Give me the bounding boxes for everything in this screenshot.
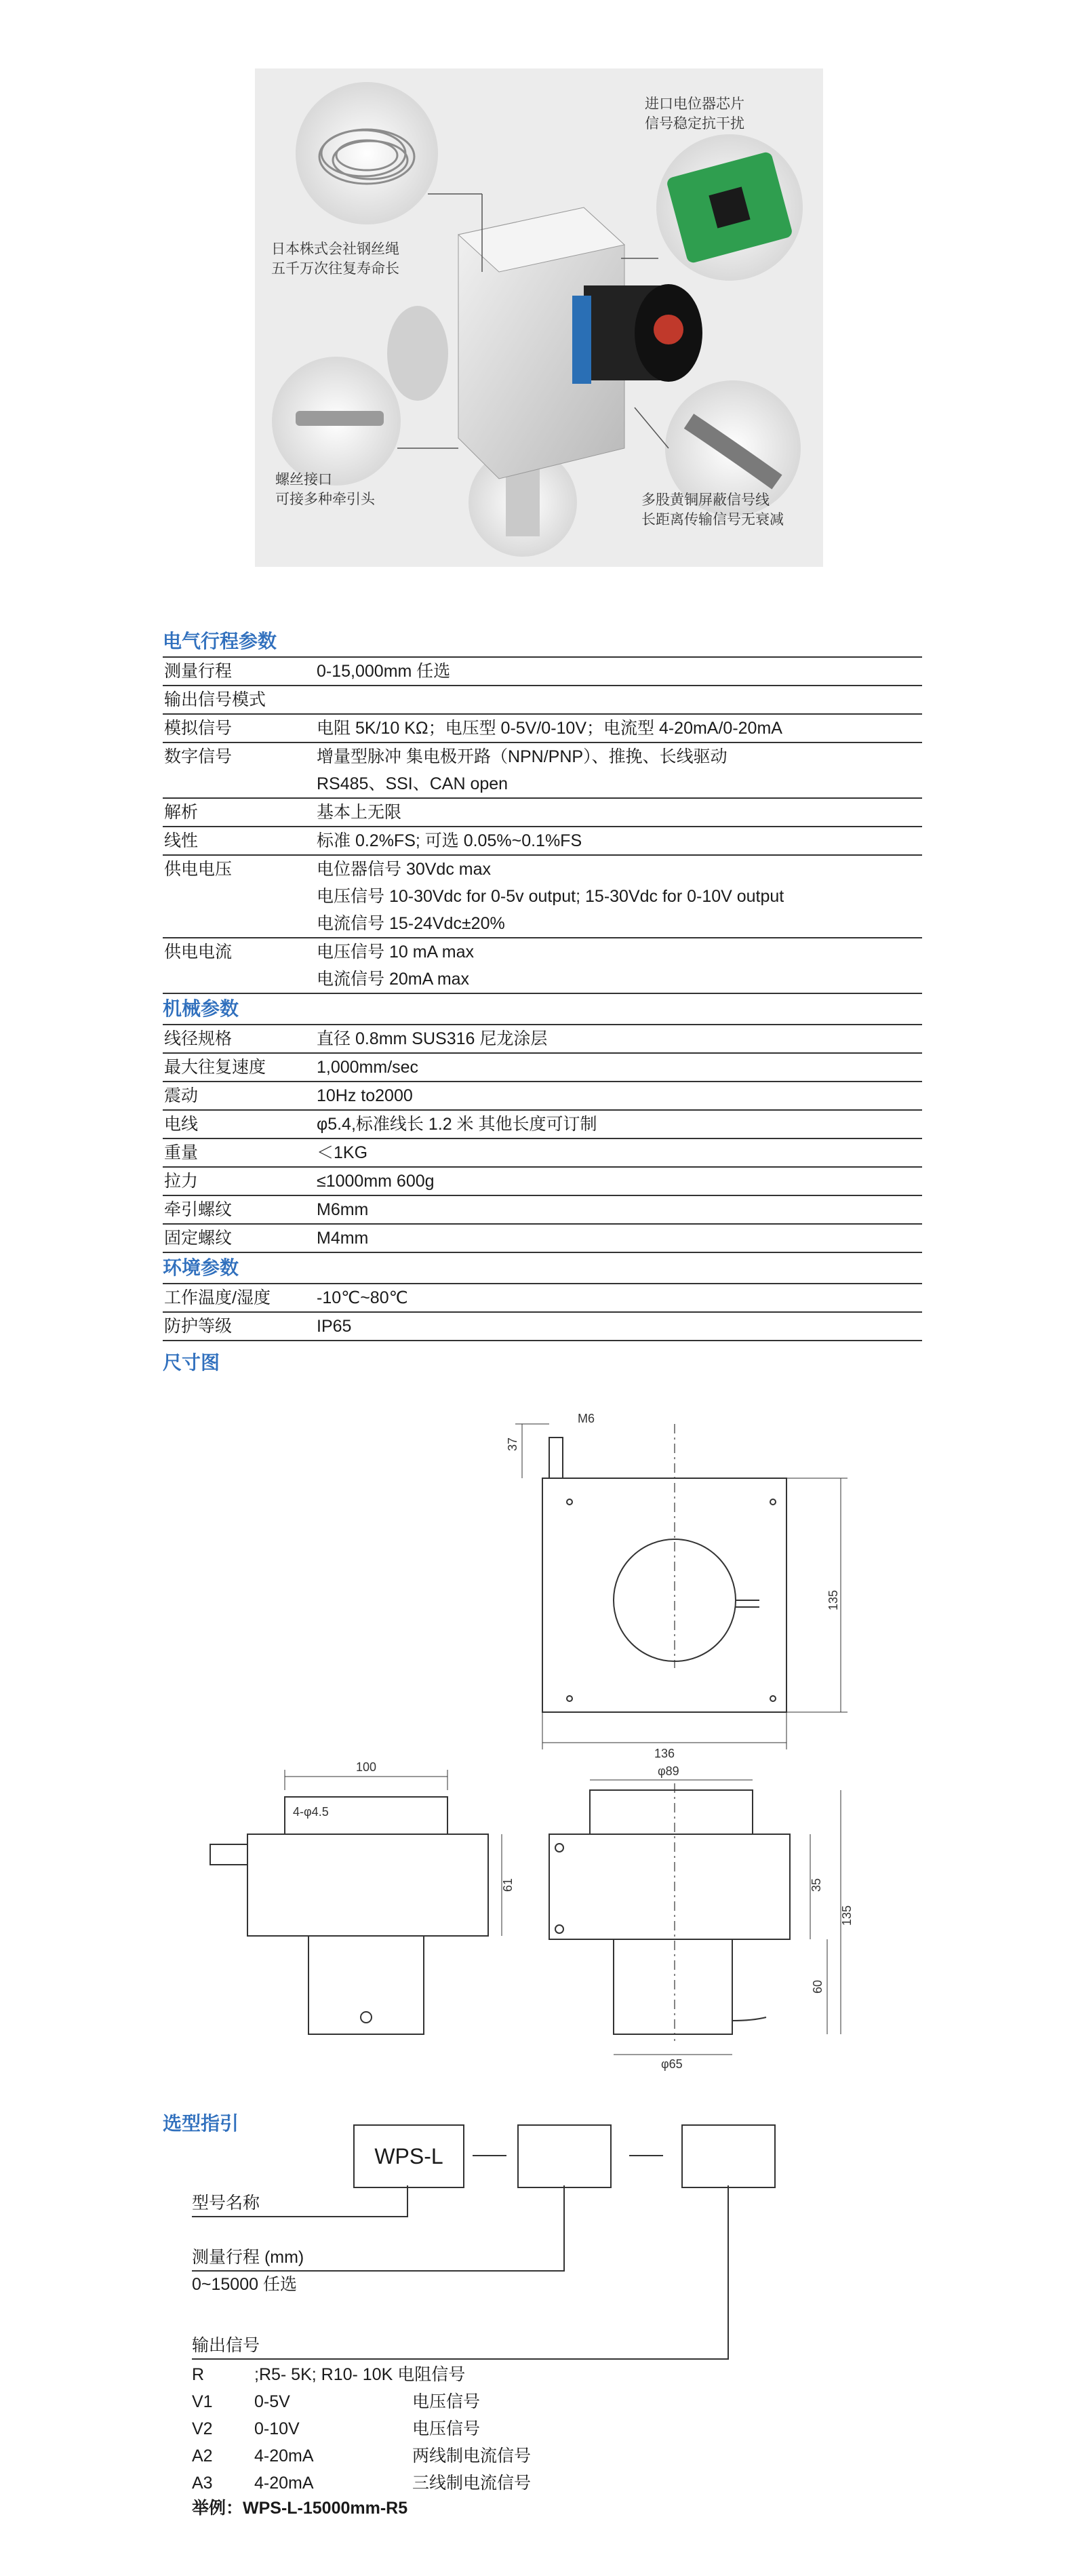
- spec-key: 防护等级: [164, 1317, 233, 1336]
- spec-value-line: M6mm: [317, 1200, 369, 1219]
- stroke-range: 0~15000 任选: [192, 2275, 297, 2294]
- spec-value-line: 直径 0.8mm SUS316 尼龙涂层: [317, 1029, 548, 1048]
- section-title-dimensions: 尺寸图: [163, 1352, 220, 1373]
- front-view-body: [549, 1834, 790, 1939]
- dim-100: 100: [356, 1760, 377, 1774]
- section-title-selection: 选型指引: [163, 2113, 239, 2134]
- spec-value-line: ≤1000mm 600g: [317, 1172, 435, 1191]
- spec-key: 输出信号模式: [164, 690, 266, 709]
- output-code: R: [192, 2365, 205, 2384]
- spec-key: 线性: [164, 831, 199, 850]
- dim-d89: φ89: [658, 1764, 679, 1778]
- output-box: [681, 2124, 776, 2188]
- spec-value-line: RS485、SSI、CAN open: [317, 774, 509, 793]
- dash: [473, 2155, 506, 2156]
- spec-value-line: 电流信号 15-24Vdc±20%: [317, 914, 505, 933]
- leader: [192, 2216, 408, 2217]
- spec-value-line: 电流信号 20mA max: [317, 970, 470, 989]
- output-code: V1: [192, 2392, 213, 2411]
- spec-value-line: ＜1KG: [317, 1143, 368, 1162]
- spec-key: 重量: [164, 1143, 199, 1162]
- spec-key: 工作温度/湿度: [164, 1288, 271, 1307]
- top-view-body: [542, 1478, 786, 1712]
- spec-value-line: -10℃~80℃: [317, 1288, 408, 1307]
- spec-key: 线径规格: [164, 1029, 233, 1048]
- dim-holes: 4-φ4.5: [293, 1805, 329, 1819]
- top-view-screw: [549, 1438, 563, 1478]
- output-desc: 两线制电流信号: [412, 2446, 532, 2465]
- spec-key: 供电电压: [164, 860, 233, 879]
- spec-value-line: 标准 0.2%FS; 可选 0.05%~0.1%FS: [317, 831, 582, 850]
- dim-135b: 135: [840, 1905, 854, 1926]
- section-title-environment: 环境参数: [163, 1257, 239, 1278]
- leader: [563, 2185, 565, 2270]
- output-range: 0-10V: [254, 2419, 300, 2438]
- spec-key: 数字信号: [164, 747, 233, 766]
- dim-60: 60: [811, 1979, 824, 1994]
- leader: [728, 2185, 729, 2358]
- callout-text: 长距离传输信号无衰减: [641, 512, 784, 528]
- side-view-body: [247, 1834, 488, 1936]
- spec-value-line: 电压信号 10 mA max: [317, 943, 474, 962]
- output-code: A2: [192, 2446, 213, 2465]
- output-label: 输出信号: [192, 2336, 260, 2355]
- spec-value-line: 电压信号 10-30Vdc for 0-5v output; 15-30Vdc for 0-10V output: [317, 887, 784, 906]
- output-desc: 电压信号: [412, 2419, 481, 2438]
- spec-key: 供电电流: [164, 943, 233, 962]
- model-name-label: 型号名称: [192, 2194, 260, 2213]
- output-range: 4-20mA: [254, 2474, 314, 2493]
- spec-key: 牵引螺纹: [164, 1200, 233, 1219]
- callout-text: 信号稳定抗干扰: [645, 116, 744, 132]
- example: 举例：WPS-L-15000mm-R5: [192, 2499, 408, 2518]
- spec-value-line: M4mm: [317, 1229, 369, 1248]
- side-view-drum: [308, 1936, 424, 2034]
- output-code: A3: [192, 2474, 213, 2493]
- spec-key: 解析: [164, 803, 199, 822]
- spec-value-line: φ5.4,标准线长 1.2 米 其他长度可订制: [317, 1115, 597, 1134]
- spec-key: 固定螺纹: [164, 1229, 233, 1248]
- spec-value-line: 电阻 5K/10 KΩ；电压型 0-5V/0-10V；电流型 4-20mA/0-20mA: [317, 719, 782, 738]
- dash: [629, 2155, 663, 2156]
- stroke-box: [517, 2124, 612, 2188]
- spec-value-line: IP65: [317, 1317, 352, 1336]
- dim-m6: M6: [578, 1412, 595, 1425]
- spec-key: 最大往复速度: [164, 1058, 266, 1077]
- dim-37: 37: [506, 1437, 519, 1451]
- spec-value-line: 1,000mm/sec: [317, 1058, 419, 1077]
- callout-text: 可接多种牵引头: [275, 492, 375, 507]
- callout-text: 进口电位器芯片: [645, 96, 744, 112]
- front-view-drum: [614, 1939, 732, 2034]
- output-range: 4-20mA: [254, 2446, 314, 2465]
- spec-value-line: 0-15,000mm 任选: [317, 662, 451, 681]
- section-title-electrical: 电气行程参数: [163, 631, 277, 652]
- model-box: WPS-L: [353, 2124, 464, 2188]
- section-title-mechanical: 机械参数: [163, 998, 239, 1019]
- spec-key: 震动: [164, 1086, 199, 1105]
- output-range: ;R5- 5K; R10- 10K 电阻信号: [254, 2365, 466, 2384]
- output-code: V2: [192, 2419, 213, 2438]
- callout-text: 螺丝接口: [275, 472, 332, 488]
- spec-value-line: 10Hz to2000: [317, 1086, 413, 1105]
- stroke-label: 测量行程 (mm): [192, 2248, 304, 2267]
- dim-d65: φ65: [661, 2057, 683, 2071]
- side-view: [210, 1770, 502, 2034]
- side-view-screw: [210, 1844, 247, 1865]
- dim-135: 135: [826, 1589, 840, 1610]
- top-view: [515, 1424, 848, 1749]
- callout-text: 五千万次往复寿命长: [271, 261, 399, 277]
- output-desc: 三线制电流信号: [412, 2474, 532, 2493]
- spec-value-line: 电位器信号 30Vdc max: [317, 860, 492, 879]
- output-range: 0-5V: [254, 2392, 290, 2411]
- callout-text: 日本株式会社钢丝绳: [271, 241, 399, 257]
- spec-value-line: 基本上无限: [317, 803, 402, 822]
- leader: [192, 2270, 565, 2272]
- spec-key: 模拟信号: [164, 719, 233, 738]
- dim-35: 35: [810, 1878, 823, 1892]
- callout-text: 多股黄铜屏蔽信号线: [641, 492, 770, 508]
- front-view: [549, 1780, 841, 2055]
- spec-key: 拉力: [164, 1172, 199, 1191]
- dim-136: 136: [654, 1747, 675, 1760]
- spec-key: 电线: [164, 1115, 199, 1134]
- spec-key: 测量行程: [164, 662, 233, 681]
- dim-61: 61: [501, 1878, 515, 1892]
- leader: [192, 2358, 729, 2360]
- spec-value-line: 增量型脉冲 集电极开路（NPN/PNP）、推挽、长线驱动: [317, 747, 728, 766]
- output-desc: 电压信号: [412, 2392, 481, 2411]
- leader: [407, 2185, 408, 2216]
